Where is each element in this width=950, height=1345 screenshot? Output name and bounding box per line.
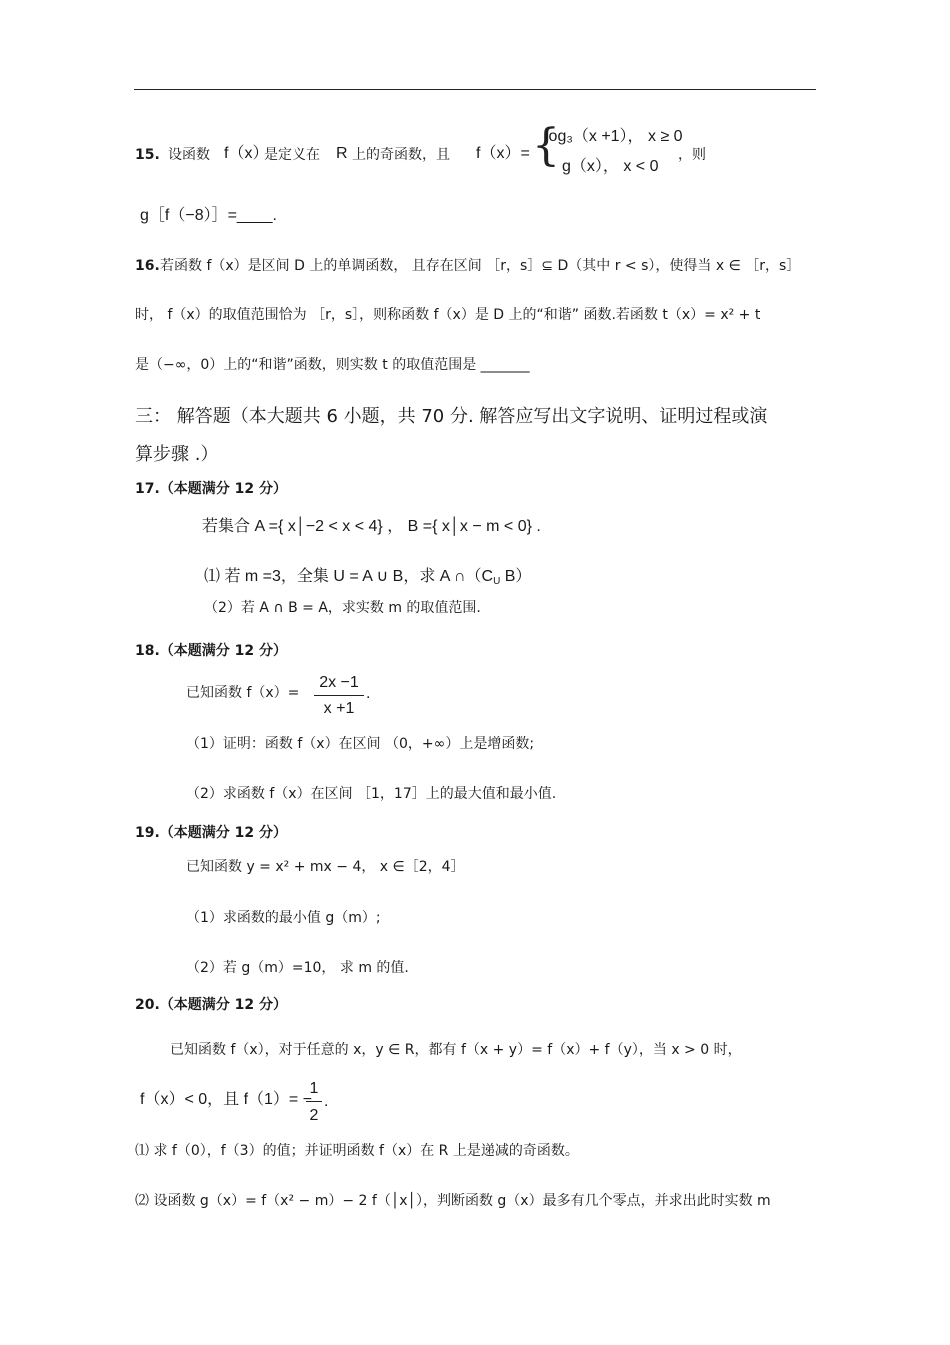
q18-heading: 18.（本题满分 12 分） bbox=[135, 643, 288, 659]
fraction-numerator: 2x −1 bbox=[319, 674, 359, 691]
q15-text: 上的奇函数，且 bbox=[352, 147, 450, 163]
complement-subscript: U bbox=[493, 576, 501, 587]
fraction-denominator: 2 bbox=[309, 1107, 319, 1124]
q20-condition: f（x）< 0，且 f（1）= − bbox=[140, 1091, 313, 1108]
q18-period: . bbox=[366, 685, 371, 702]
q15-case-1: log₃（x +1）， x ≥ 0 bbox=[545, 128, 683, 145]
fraction-denominator: x +1 bbox=[323, 700, 355, 717]
q17-part-1 bbox=[204, 569, 531, 587]
q15-math: R bbox=[336, 145, 348, 162]
fraction-bar bbox=[314, 695, 364, 696]
fraction-numerator: 1 bbox=[309, 1080, 319, 1097]
q15-text: 设函数 bbox=[168, 147, 210, 163]
q15-case-2: g（x）， x < 0 bbox=[562, 158, 659, 175]
q20-period: . bbox=[324, 1093, 329, 1110]
q20-heading: 20.（本题满分 12 分） bbox=[135, 997, 288, 1013]
header-rule bbox=[134, 89, 816, 90]
q15-text: 是定义在 bbox=[264, 147, 320, 163]
q18-part-1: （1）证明：函数 f（x）在区间 （0，+∞）上是增函数; bbox=[186, 736, 535, 752]
q19-part-2: （2）若 g（m）=10， 求 m 的值. bbox=[186, 960, 409, 976]
q16-line-2: 时， f（x）的取值范围恰为 ［r，s］，则称函数 f（x）是 D 上的“和谐” 函数.若函数 t（x）= x² + t bbox=[135, 307, 761, 323]
q15-text: ，则 bbox=[678, 147, 706, 163]
q20-part-2: ⑵ 设函数 g（x）= f（x² − m）− 2 f（│x│），判断函数 g（x）最多有几个零点，并求出此时实数 m bbox=[135, 1193, 771, 1209]
q17-given: 若集合 A ={ x│−2 < x < 4} ， B ={ x│x − m < 0} . bbox=[202, 518, 541, 535]
piecewise-brace: { bbox=[532, 120, 560, 171]
q15-answer-line: g［f（−8）］=____. bbox=[140, 207, 277, 224]
fraction-bar bbox=[306, 1101, 322, 1102]
q17-part-1-text: ⑴ 若 m =3，全集 U = A ∪ B，求 A ∩（C bbox=[204, 568, 494, 585]
q16-line-3: 是（−∞，0）上的“和谐”函数，则实数 t 的取值范围是 _______ bbox=[135, 357, 530, 373]
q19-heading: 19.（本题满分 12 分） bbox=[135, 825, 288, 841]
q15-math: f（x） bbox=[224, 145, 269, 162]
question-number: 15. bbox=[135, 147, 160, 163]
q16-line-1: 若函数 f（x）是区间 D 上的单调函数， 且存在区间 ［r，s］⊆ D（其中 r < s），使得当 x ∈ ［r，s］ bbox=[160, 258, 801, 274]
q17-heading: 17.（本题满分 12 分） bbox=[135, 481, 288, 497]
section-3-line-1: 三： 解答题（本大题共 6 小题，共 70 分. 解答应写出文字说明、证明过程或演 bbox=[135, 406, 768, 427]
section-3-line-2: 算步骤 .） bbox=[135, 444, 219, 465]
q20-part-1: ⑴ 求 f（0），f（3）的值；并证明函数 f（x）在 R 上是递减的奇函数。 bbox=[135, 1143, 579, 1159]
q18-part-2: （2）求函数 f（x）在区间 ［1，17］上的最大值和最小值. bbox=[186, 786, 557, 802]
q19-part-1: （1）求函数的最小值 g（m）; bbox=[186, 910, 381, 926]
q17-part-2: （2）若 A ∩ B = A，求实数 m 的取值范围. bbox=[204, 600, 481, 616]
q17-part-1-end: B） bbox=[500, 568, 532, 585]
q15-math: f（x）= bbox=[476, 145, 530, 162]
q19-given: 已知函数 y = x² + mx − 4， x ∈［2，4］ bbox=[186, 859, 465, 875]
q18-given: 已知函数 f（x）= bbox=[186, 685, 300, 701]
q20-given: 已知函数 f（x），对于任意的 x，y ∈ R，都有 f（x + y）= f（x）+ f（y），当 x > 0 时， bbox=[170, 1042, 742, 1058]
question-number: 16. bbox=[135, 258, 160, 274]
